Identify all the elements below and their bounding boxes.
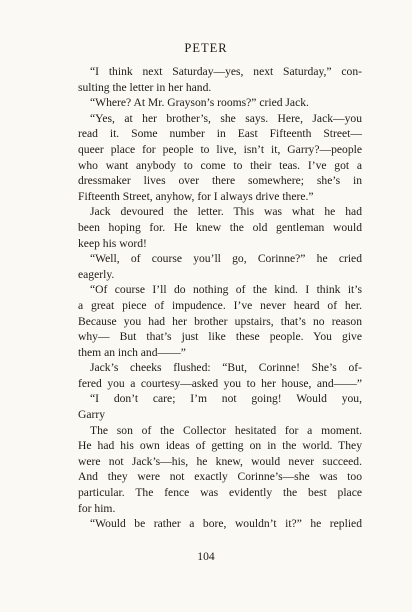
text-line: why— But that’s just like these people. You give <box>78 330 362 344</box>
text-line: The son of the Collector hesitated for a moment. <box>90 423 362 437</box>
text-line: Jack devoured the letter. This was what he had <box>90 205 362 219</box>
text-line: He had his own ideas of getting on in the world. They <box>78 439 362 453</box>
text-line: And they were not exactly Corinne’s—she was too <box>78 470 362 484</box>
text-line: particular. The fence was evidently the best place <box>78 486 362 500</box>
text-line: “Yes, at her brother’s, she says. Here, Jack—you <box>90 111 362 125</box>
text-line: dressmaker lives over there somewhere; she’s in <box>78 174 362 188</box>
text-line: keep his word! <box>78 236 147 250</box>
text-line: Jack’s cheeks flushed: “But, Corinne! She’s of- <box>90 361 362 375</box>
text-line: were not Jack’s—his, he knew, would never succeed. <box>78 454 362 468</box>
text-line: Fifteenth Street, anyhow, for I always drive there.” <box>78 189 314 203</box>
body-text <box>78 64 362 532</box>
text-line: sulting the letter in her hand. <box>78 80 212 94</box>
text-line: eagerly. <box>78 267 115 281</box>
text-line: read it. Some number in East Fifteenth Street— <box>78 127 362 141</box>
text-line: “Where? At Mr. Grayson’s rooms?” cried Jack. <box>90 96 309 110</box>
text-line: queer place for people to live, isn’t it, Garry?—people <box>78 142 362 156</box>
page-number: 104 <box>197 550 215 563</box>
text-line: “I think next Saturday—yes, next Saturday,” con- <box>90 65 362 78</box>
text-line: “I don’t care; I’m not going! Would you, <box>90 392 362 406</box>
text-line: “Well, of course you’ll go, Corinne?” he cried <box>90 252 362 266</box>
text-line: “Of course I’ll do nothing of the kind. I think it’s <box>90 283 362 297</box>
text-line: Garry <box>78 408 106 422</box>
text-line: a great piece of impudence. I’ve never heard of her. <box>78 298 362 312</box>
text-line: been hoping for. He knew the old gentleman would <box>78 220 362 234</box>
text-line: “Would be rather a bore, wouldn’t it?” he replied <box>90 517 362 531</box>
running-head: PETER <box>184 41 228 55</box>
text-line: them an inch and——” <box>78 345 186 359</box>
text-line: Because you had her brother upstairs, that’s no reason <box>78 314 362 328</box>
text-line: fered you a courtesy—asked you to her house, and——” <box>78 376 362 390</box>
text-line: who want anybody to come to their teas. I’ve got a <box>78 158 362 172</box>
text-line: for him. <box>78 501 116 515</box>
